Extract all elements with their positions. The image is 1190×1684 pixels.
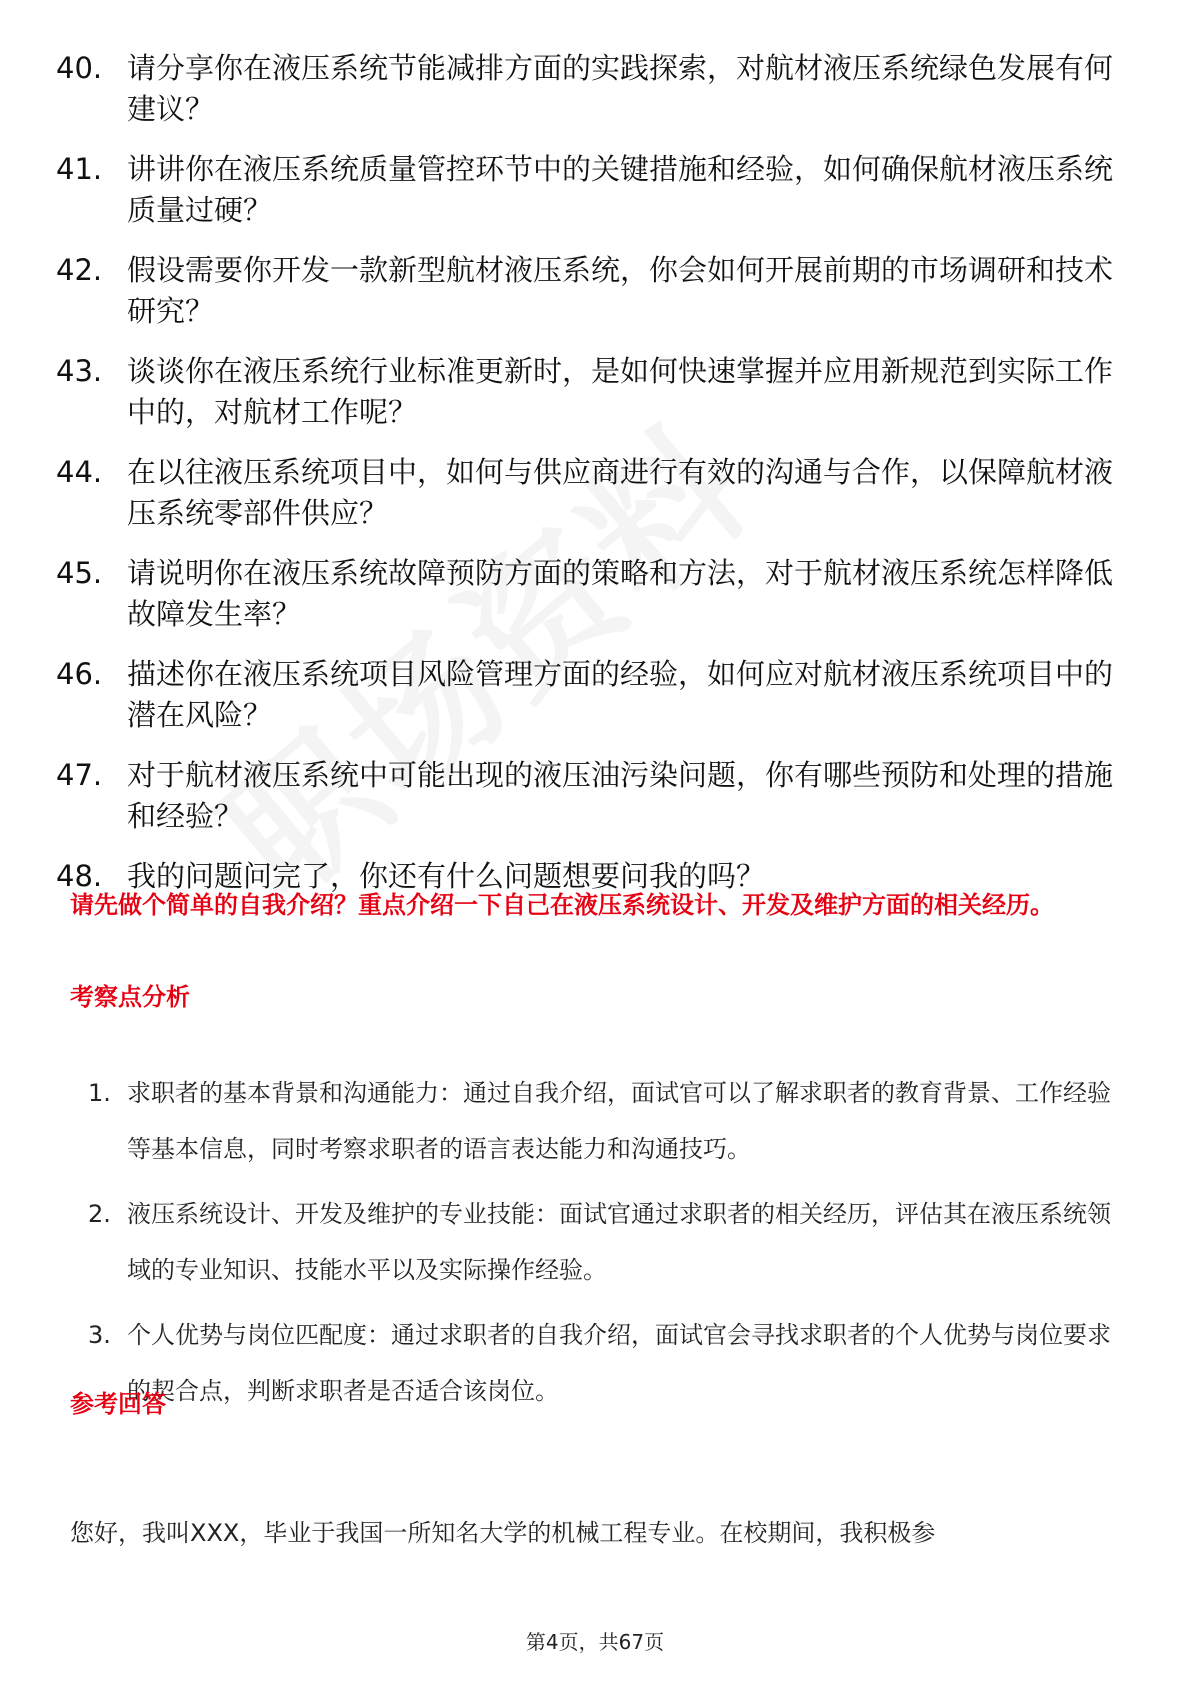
analysis-number: 1. [88, 1079, 111, 1107]
section-question-title: 请先做个简单的自我介绍？重点介绍一下自己在液压系统设计、开发及维护方面的相关经历。 [70, 891, 1054, 919]
question-text: 谈谈你在液压系统行业标准更新时，是如何快速掌握并应用新规范到实际工作中的，对航材工作呢？ [127, 354, 1114, 429]
question-text: 在以往液压系统项目中，如何与供应商进行有效的沟通与合作，以保障航材液压系统零部件供应？ [127, 455, 1114, 530]
question-item [0, 48, 1137, 130]
page-footer: 第4页，共67页 [525, 1630, 665, 1654]
question-number: 47. [56, 758, 103, 792]
question-item [0, 654, 1137, 736]
question-text: 请分享你在液压系统节能减排方面的实践探索，对航材液压系统绿色发展有何建议？ [127, 51, 1114, 126]
analysis-number: 3. [88, 1321, 111, 1349]
analysis-item [0, 1065, 1127, 1177]
question-list [0, 48, 1190, 916]
question-item [0, 452, 1137, 534]
analysis-text: 求职者的基本背景和沟通能力：通过自我介绍，面试官可以了解求职者的教育背景、工作经验等基本信息，同时考察求职者的语言表达能力和沟通技巧。 [127, 1079, 1111, 1163]
analysis-item [0, 1186, 1127, 1298]
question-text: 假设需要你开发一款新型航材液压系统，你会如何开展前期的市场调研和技术研究？ [127, 253, 1114, 328]
question-number: 40. [56, 51, 103, 85]
question-text: 请说明你在液压系统故障预防方面的策略和方法，对于航材液压系统怎样降低故障发生率？ [127, 556, 1114, 631]
question-item [0, 351, 1137, 433]
answer-text: 您好，我叫XXX，毕业于我国一所知名大学的机械工程专业。在校期间，我积极参 [70, 1519, 936, 1547]
analysis-list [0, 1065, 1190, 1428]
question-text: 我的问题问完了，你还有什么问题想要问我的吗？ [127, 859, 766, 893]
question-item [0, 553, 1137, 635]
question-number: 48. [56, 859, 103, 893]
question-item [0, 250, 1137, 332]
question-number: 46. [56, 657, 103, 691]
question-text: 讲讲你在液压系统质量管控环节中的关键措施和经验，如何确保航材液压系统质量过硬？ [127, 152, 1114, 227]
question-number: 45. [56, 556, 103, 590]
question-item [0, 149, 1137, 231]
analysis-text: 液压系统设计、开发及维护的专业技能：面试官通过求职者的相关经历，评估其在液压系统领域的专业知识、技能水平以及实际操作经验。 [127, 1200, 1111, 1284]
question-text: 对于航材液压系统中可能出现的液压油污染问题，你有哪些预防和处理的措施和经验？ [127, 758, 1114, 833]
answer-heading: 参考回答 [70, 1390, 166, 1418]
question-number: 43. [56, 354, 103, 388]
analysis-number: 2. [88, 1200, 111, 1228]
analysis-item [0, 1307, 1127, 1419]
question-item [0, 755, 1137, 837]
question-number: 41. [56, 152, 103, 186]
question-number: 44. [56, 455, 103, 489]
analysis-heading: 考察点分析 [70, 983, 190, 1011]
question-number: 42. [56, 253, 103, 287]
analysis-text: 个人优势与岗位匹配度：通过求职者的自我介绍，面试官会寻找求职者的个人优势与岗位要求的契合点，判断求职者是否适合该岗位。 [127, 1321, 1111, 1405]
question-text: 描述你在液压系统项目风险管理方面的经验，如何应对航材液压系统项目中的潜在风险？ [127, 657, 1114, 732]
